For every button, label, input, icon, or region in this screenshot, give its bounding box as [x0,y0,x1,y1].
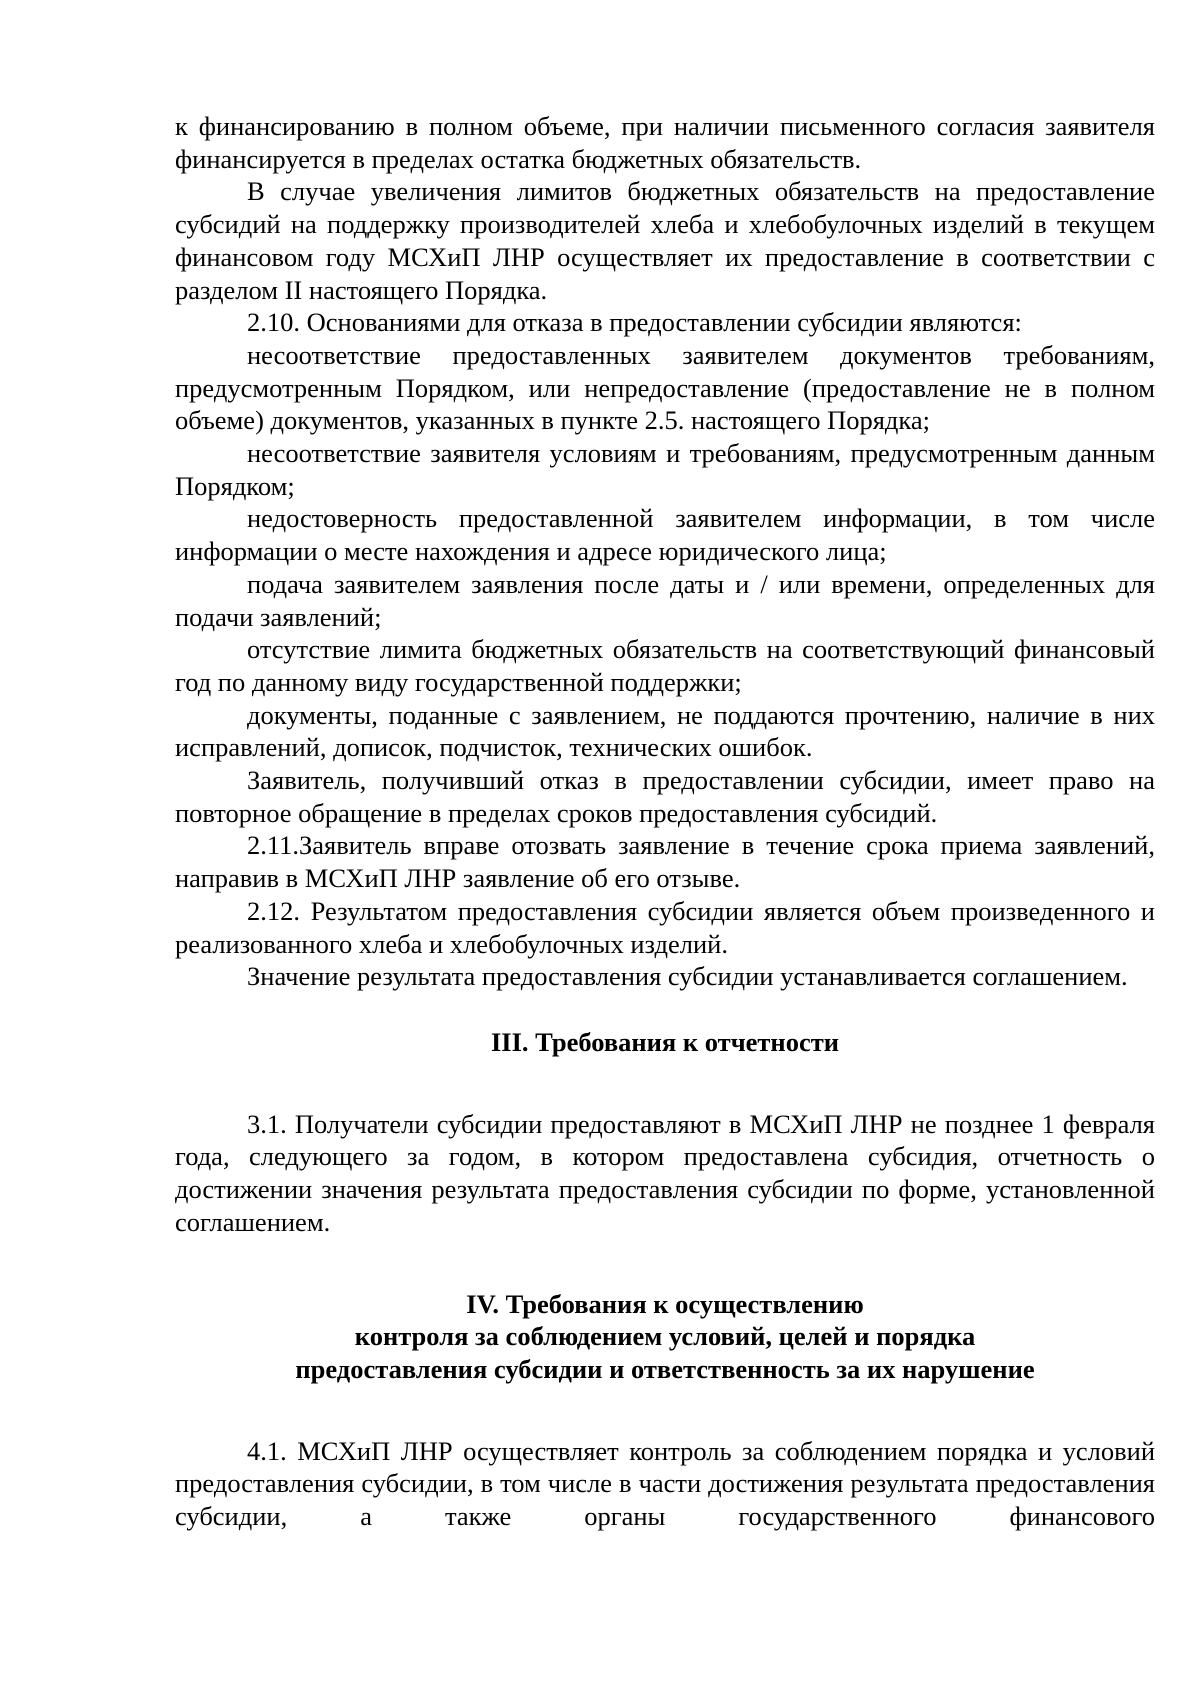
paragraph-2-12: 2.12. Результатом предоставления субсидии является объем произведенного и реализованного хлеба и хлебобулочных изделий. [175,895,1155,959]
document-page [175,110,1155,1533]
paragraph-result-value: Значение результата предоставления субсидии устанавливается соглашением. [247,961,1128,992]
paragraph-3-1: 3.1. Получатели субсидии предоставляют в МСХиП ЛНР не позднее 1 февраля года, следующего за годом, в котором предоставлена субсидия, отчетность о достижении значения результата предоставления субсидии по форме, установленной соглашением. [175,1108,1155,1237]
paragraph-reapply: Заявитель, получивший отказ в предоставлении субсидии, имеет право на повторное обращение в пределах сроков предоставления субсидий. [175,765,1155,828]
section-4-heading-line-1: IV. Требования к осуществлению [466,1288,864,1319]
refusal-reason-5: отсутствие лимита бюджетных обязательств на соответствующий финансовый год по данному виду государственной поддержки; [175,634,1155,697]
refusal-reason-4: подача заявителем заявления после даты и / или времени, определенных для подачи заявлений; [175,568,1155,632]
refusal-reason-6: документы, поданные с заявлением, не поддаются прочтению, наличие в них исправлений, дописок, подчисток, технических ошибок. [175,699,1155,763]
section-4-heading-line-3: предоставления субсидии и ответственность за их нарушение [295,1353,1035,1384]
paragraph-2-11: 2.11.Заявитель вправе отозвать заявление в течение срока приема заявлений, направив в МСХиП ЛНР заявление об его отзыве. [175,830,1155,894]
refusal-reason-2: несоответствие заявителя условиям и требованиям, предусмотренным данным Порядком; [175,438,1155,501]
refusal-reason-3: недостоверность предоставленной заявителем информации, в том числе информации о месте нахождения и адресе юридического лица; [175,503,1155,567]
paragraph-2-10: 2.10. Основаниями для отказа в предоставлении субсидии являются: [247,307,1022,338]
paragraph-limits-increase: В случае увеличения лимитов бюджетных обязательств на предоставление субсидий на поддержку производителей хлеба и хлебобулочных изделий в текущем финансовом году МСХиП ЛНР осуществляет их предоставление в соответствии с разделом II настоящего Порядка. [175,176,1155,305]
section-3-heading: III. Требования к отчетности [490,1026,839,1057]
paragraph-4-1: 4.1. МСХиП ЛНР осуществляет контроль за соблюдением порядка и условий предоставления субсидии, в том числе в части достижения результата предоставления субсидии, а также органы государственного финансового [175,1435,1155,1532]
paragraph-continuation: к финансированию в полном объеме, при наличии письменного согласия заявителя финансируется в пределах остатка бюджетных обязательств. [175,111,1155,174]
section-4-heading-line-2: контроля за соблюдением условий, целей и порядка [354,1321,976,1352]
refusal-reason-1: несоответствие предоставленных заявителем документов требованиям, предусмотренным Порядком, или непредоставление (предоставление не в полном объеме) документов, указанных в пункте 2.5. настоящего Порядка; [175,339,1155,436]
